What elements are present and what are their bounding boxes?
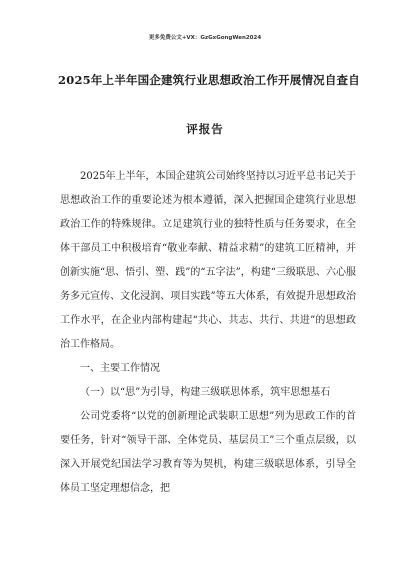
watermark-text: 更多免费公文+VX：GzGxGongWen2024 (148, 35, 262, 41)
body-paragraph: 公司党委将“以党的创新理论武装职工思想”列为思政工作的首要任务，针对“领导干部、全体党员、基层员工”三个重点层级，以深入开展党纪国法学习教育等为契机，构建三级联思体系，引导全体员工坚定理想信念，把 (60, 411, 356, 494)
subsection-heading: （一）以“思”为引导，构建三级联思体系，筑牢思想基石 (80, 387, 331, 398)
section-heading: 一、主要工作情况 (80, 363, 160, 374)
document-body (60, 165, 356, 501)
document-title: 2025年上半年国企建筑行业思想政治工作开展情况自查自 (58, 73, 360, 87)
intro-paragraph: 2025年上半年，本国企建筑公司始终坚持以习近平总书记关于思想政治工作的重要论述为根本遵循，深入把握国企建筑行业思想政治工作的特殊规律。立足建筑行业的独特性质与任务要求，在全体干部员工中积极培育“敬业奉献、精益求精”的建筑工匠精神，并创新实施“思、悟引、塑、践”的“五字法”，构建“三级联思、六心服务多元宣传、文化浸润、项目实践”等五大体系，有效提升思想政治工作水平，在企业内部构建起“共心、共志、共行、共进”的思想政治工作格局。 (60, 171, 356, 350)
document-title-continued: 评报告 (186, 122, 224, 136)
